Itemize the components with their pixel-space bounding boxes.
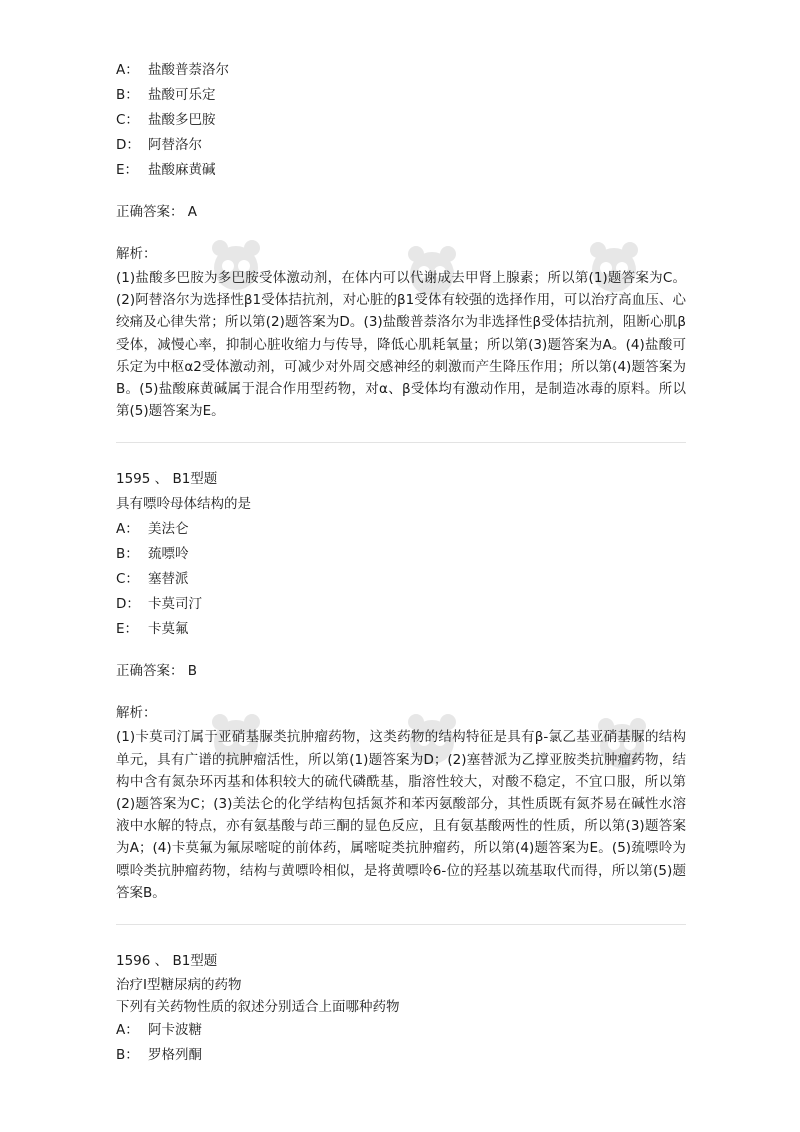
option-d: D： 阿替洛尔 bbox=[116, 137, 202, 153]
option-c: C： 盐酸多巴胺 bbox=[116, 112, 216, 128]
option-a: A： 美法仑 bbox=[116, 521, 189, 538]
question-header: 1595 、 B1型题 bbox=[116, 471, 218, 488]
question-options bbox=[116, 1018, 686, 1068]
option-e: E： 盐酸麻黄碱 bbox=[116, 162, 216, 178]
question-stem: 下列有关药物性质的叙述分别适合上面哪种药物 bbox=[116, 999, 400, 1016]
question-options bbox=[116, 517, 686, 642]
option-a: A： 阿卡波糖 bbox=[116, 1022, 202, 1039]
analysis-text: (1)盐酸多巴胺为多巴胺受体激动剂，在体内可以代谢成去甲肾上腺素；所以第(1)题答案为C。(2)阿替洛尔为选择性β1受体拮抗剂，对心脏的β1受体有较强的选择作用，可以治疗高血压、心绞痛及心律失常；所以第(2)题答案为D。(3)盐酸普萘洛尔为非选择性β受体拮抗剂，阻断心肌β受体，减慢心率，抑制心脏收缩力与传导，降低心肌耗氧量；所以第(3)题答案为A。(4)盐酸可乐定为中枢α2受体激动剂，可减少对外周交感神经的刺激而产生降压作用；所以第(4)题答案为B。(5)盐酸麻黄碱属于混合作用型药物，对α、β受体均有激动作用，是制造冰毒的原料。所以第(5)题答案为E。 bbox=[116, 270, 686, 420]
correct-answer: 正确答案： B bbox=[116, 663, 198, 680]
document-page bbox=[116, 58, 686, 1068]
option-b: B： 巯嘌呤 bbox=[116, 546, 189, 563]
question-options bbox=[116, 58, 686, 183]
question-stem: 具有嘌呤母体结构的是 bbox=[116, 496, 251, 513]
option-e: E： 卡莫氟 bbox=[116, 621, 189, 638]
question-header: 1596 、 B1型题 bbox=[116, 953, 218, 970]
option-b: B： 罗格列酮 bbox=[116, 1047, 202, 1064]
option-c: C： 塞替派 bbox=[116, 571, 189, 588]
divider bbox=[116, 924, 686, 925]
option-a: A： 盐酸普萘洛尔 bbox=[116, 62, 229, 78]
option-d: D： 卡莫司汀 bbox=[116, 596, 202, 613]
analysis-text: (1)卡莫司汀属于亚硝基脲类抗肿瘤药物，这类药物的结构特征是具有β-氯乙基亚硝基脲的结构单元，具有广谱的抗肿瘤活性，所以第(1)题答案为D；(2)塞替派为乙撑亚胺类抗肿瘤药物，结构中含有氮杂环丙基和体积较大的硫代磷酰基，脂溶性较大，对酸不稳定，不宜口服，所以第(2)题答案为C；(3)美法仑的化学结构包括氮芥和苯丙氨酸部分，其性质既有氮芥易在碱性水溶液中水解的特点，亦有氨基酸与茚三酮的显色反应，且有氨基酸两性的性质，所以第(3)题答案为A；(4)卡莫氟为氟尿嘧啶的前体药，属嘧啶类抗肿瘤药，所以第(4)题答案为E。(5)巯嘌呤为嘌呤类抗肿瘤药物，结构与黄嘌呤相似，是将黄嘌呤6-位的羟基以巯基取代而得，所以第(5)题答案B。 bbox=[116, 729, 686, 901]
correct-answer: 正确答案： A bbox=[116, 204, 198, 220]
option-b: B： 盐酸可乐定 bbox=[116, 87, 216, 103]
divider bbox=[116, 442, 686, 443]
question-stem: 治疗Ⅰ型糖尿病的药物 bbox=[116, 977, 242, 994]
analysis-label: 解析： bbox=[116, 246, 157, 262]
analysis-label: 解析： bbox=[116, 705, 157, 722]
